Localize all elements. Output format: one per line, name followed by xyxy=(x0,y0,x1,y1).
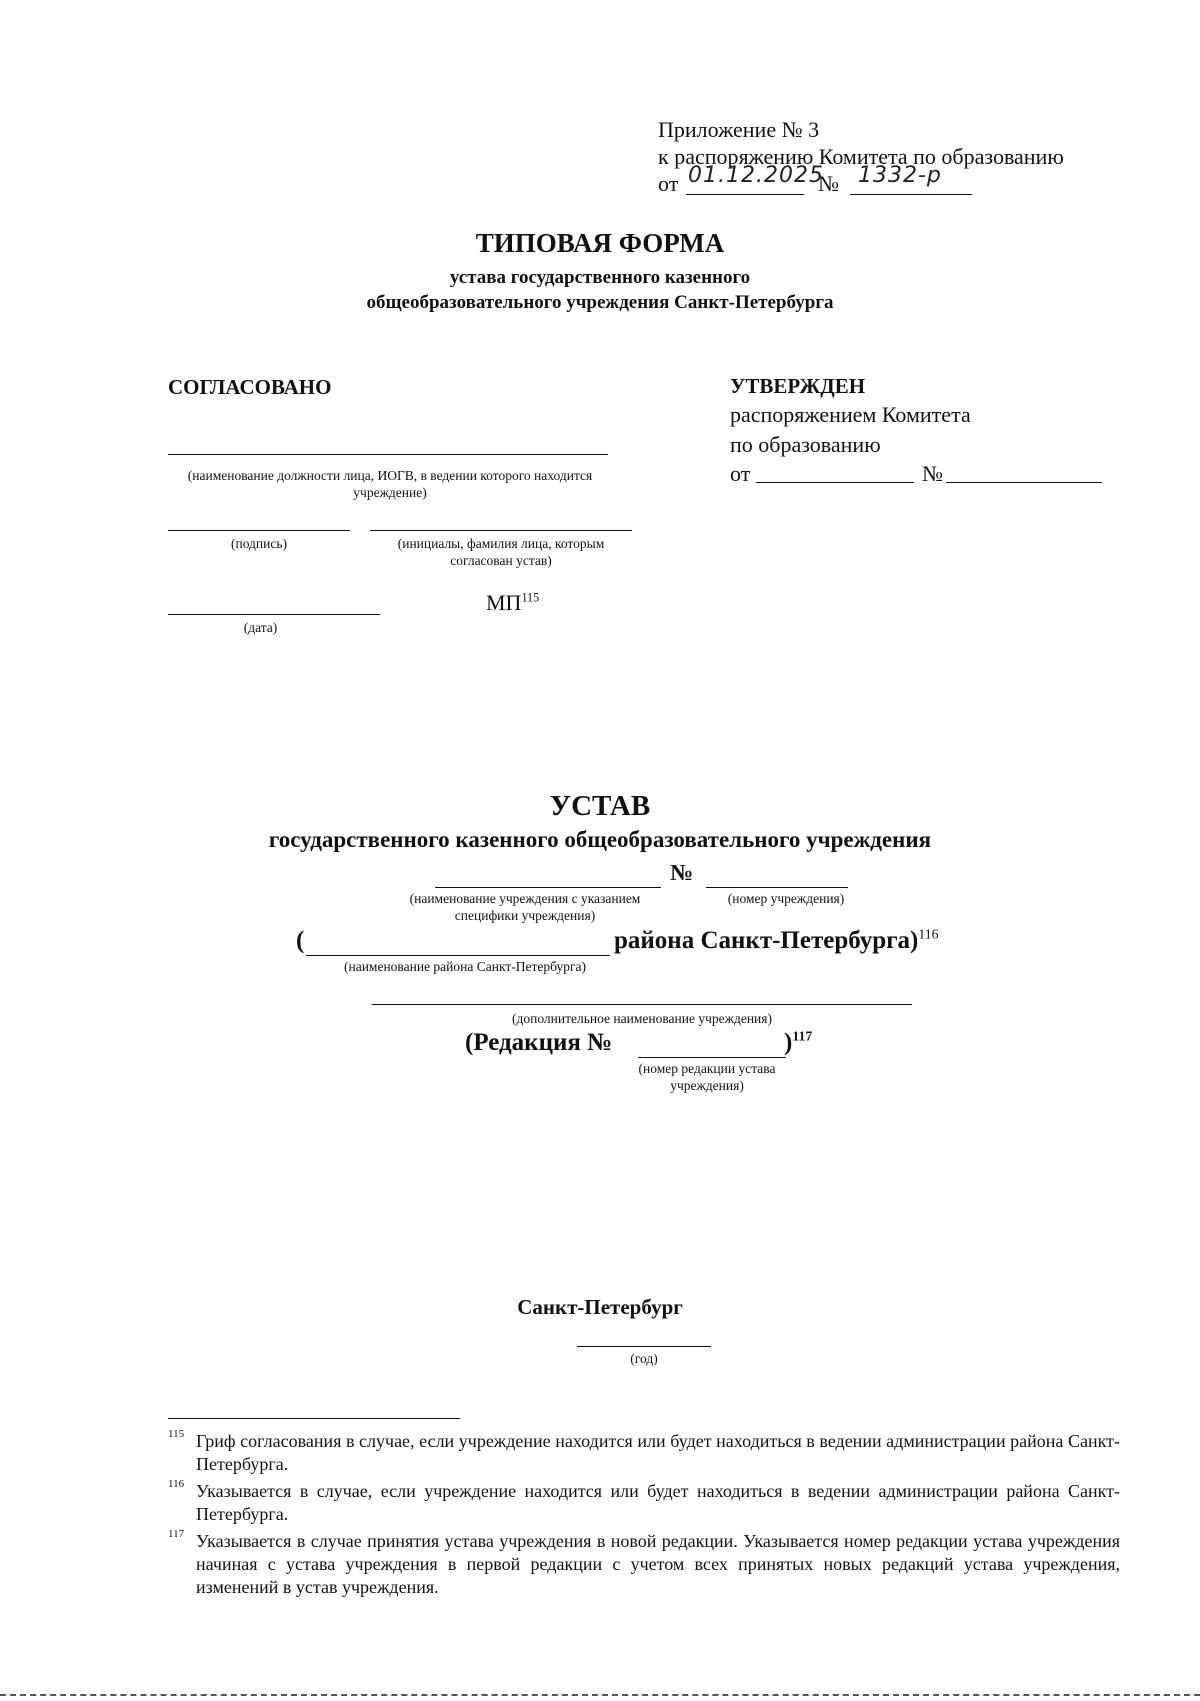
charter-district-text: района Санкт-Петербурга) xyxy=(614,927,919,954)
approved-number-line xyxy=(946,482,1102,483)
footnote-116 xyxy=(168,1480,1120,1526)
charter-revision-close xyxy=(784,1029,812,1057)
agreed-initials-caption: (инициалы, фамилия лица, которым согласован устав) xyxy=(397,536,605,568)
charter-number-line xyxy=(706,887,848,888)
charter-additional-line xyxy=(372,1004,912,1005)
approved-from-label: от xyxy=(730,461,751,486)
appendix-line1: Приложение № 3 xyxy=(658,117,820,142)
agreed-date-caption: (дата) xyxy=(243,620,278,635)
appendix-date-line xyxy=(686,194,804,195)
appendix-handwritten-number: 1332-р xyxy=(858,163,942,188)
approved-heading: УТВЕРЖДЕН xyxy=(730,374,866,398)
year-line xyxy=(577,1346,711,1347)
footnote-116-text: Указывается в случае, если учреждение находится или будет находиться в ведении администрации района Санкт-Петербурга. xyxy=(196,1481,1120,1524)
form-subtitle-2: общеобразовательного учреждения Санкт-Петербурга xyxy=(366,292,834,313)
agreed-stamp-ref: 115 xyxy=(521,590,540,605)
charter-revision-ref: 117 xyxy=(792,1028,813,1044)
charter-additional-caption: (дополнительное наименование учреждения) xyxy=(512,1011,772,1026)
appendix-date-row xyxy=(658,163,1118,200)
charter-revision-label: (Редакция № xyxy=(465,1029,613,1056)
footnotes xyxy=(168,1430,1120,1599)
year-caption: (год) xyxy=(630,1351,658,1366)
footnote-115-text: Гриф согласования в случае, если учреждение находится или будет находиться в ведении администрации района Санкт-Петербурга. xyxy=(196,1431,1120,1474)
footnote-117-text: Указывается в случае принятия устава учреждения в новой редакции. Указывается номер редакции устава учреждения начиная с устава учреждения в первой редакции с учетом всех принятых новых редакций устава учреждения, изменений в устав учреждения. xyxy=(196,1531,1120,1597)
charter-district xyxy=(614,927,939,955)
footnote-116-number: 116 xyxy=(168,1478,185,1490)
charter-district-line xyxy=(306,955,610,956)
agreed-signature-caption: (подпись) xyxy=(230,536,288,551)
charter-open-paren: ( xyxy=(296,927,305,954)
agreed-date-line xyxy=(168,614,380,615)
agreed-stamp xyxy=(486,590,539,616)
scan-edge-artifact xyxy=(0,1694,1200,1696)
charter-district-ref: 116 xyxy=(918,926,939,942)
agreed-position-caption: (наименование должности лица, ИОГВ, в ведении которого находится учреждение) xyxy=(187,468,593,500)
charter-name-caption: (наименование учреждения с указанием специфики учреждения) xyxy=(409,891,641,923)
city: Санкт-Петербург xyxy=(517,1295,683,1319)
appendix-line2: к распоряжению Комитета по образованию xyxy=(658,144,1064,169)
charter-number-sign: № xyxy=(670,860,694,885)
charter-name-line xyxy=(435,887,661,888)
charter-title: УСТАВ xyxy=(549,790,651,822)
charter-district-caption: (наименование района Санкт-Петербурга) xyxy=(343,959,587,974)
charter-revision-line xyxy=(638,1057,786,1058)
footnote-115 xyxy=(168,1430,1120,1476)
approved-line1: распоряжением Комитета xyxy=(730,402,971,427)
form-subtitle-1: устава государственного казенного xyxy=(449,267,751,288)
appendix-handwritten-date: 01.12.2025 xyxy=(688,163,824,188)
footnote-115-number: 115 xyxy=(168,1428,185,1440)
charter-revision-close-paren: ) xyxy=(784,1029,793,1056)
footnote-117 xyxy=(168,1530,1120,1599)
appendix-number-line xyxy=(850,194,972,195)
agreed-stamp-text: МП xyxy=(486,590,522,615)
appendix-block xyxy=(658,116,1118,200)
agreed-initials-line xyxy=(370,530,632,531)
approved-date-line xyxy=(756,482,914,483)
form-title: ТИПОВАЯ ФОРМА xyxy=(475,228,725,258)
charter-number-caption: (номер учреждения) xyxy=(727,891,845,906)
appendix-from-label: от xyxy=(658,171,679,196)
charter-revision-caption: (номер редакции устава учреждения) xyxy=(638,1061,776,1093)
footnote-117-number: 117 xyxy=(168,1528,185,1540)
footnote-separator xyxy=(168,1418,460,1419)
approved-number-label: № xyxy=(922,461,943,486)
appendix-number-label: № xyxy=(818,171,839,196)
approved-line2: по образованию xyxy=(730,432,881,457)
charter-subtitle: государственного казенного общеобразовательного учреждения xyxy=(268,827,932,852)
agreed-position-line xyxy=(168,454,608,455)
agreed-signature-line xyxy=(168,530,350,531)
agreed-heading: СОГЛАСОВАНО xyxy=(168,375,332,399)
